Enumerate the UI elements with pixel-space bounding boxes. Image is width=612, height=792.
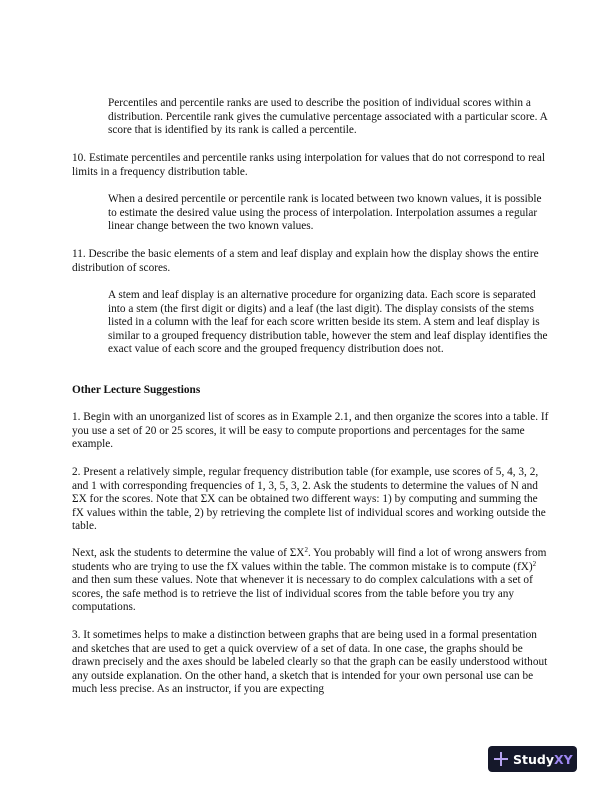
paragraph-percentiles-summary: Percentiles and percentile ranks are used to describe the position of individual scores within a distribution. Percentile rank gives the cumulative percentage associated with a particular score. A score that is identified by its rank is called a percentile. [108, 97, 548, 137]
paragraph-interpolation-summary: When a desired percentile or percentile rank is located between two known values, it is possible to estimate the desired value using the process of interpolation. Interpolation assumes a regular linear change between the two known values. [108, 193, 542, 233]
suggestion-1: 1. Begin with an unorganized list of scores as in Example 2.1, and then organize the scores into a table. If you use a set of 20 or 25 scores, it will be easy to compute proportions and percentages for the same example. [72, 411, 549, 451]
section-heading: Other Lecture Suggestions [72, 384, 201, 396]
suggestion-2-followup [72, 547, 550, 615]
objective-11: 11. Describe the basic elements of a stem and leaf display and explain how the display shows the entire distribution of scores. [72, 248, 539, 274]
plus-icon [494, 752, 508, 766]
superscript: 2 [532, 559, 537, 568]
brand-accent: XY [553, 751, 573, 767]
superscript: 2 [304, 546, 308, 554]
studyxy-watermark [488, 746, 577, 772]
objective-10: 10. Estimate percentiles and percentile ranks using interpolation for values that do not correspond to real limits in a frequency distribution table. [72, 152, 546, 178]
suggestion-2: 2. Present a relatively simple, regular frequency distribution table (for example, use scores of 5, 4, 3, 2, and 1 with corresponding frequencies of 1, 3, 5, 3, 2. Ask the students to determine the values of N and ΣX for the scores. Note that ΣX can be obtained two different ways: 1) by computing and summing the fX values within the table, 2) by retrieving the complete list of individual scores and working outside the table. [72, 466, 546, 533]
text-run: . You probably will find a lot of wrong answers from students who are trying to use the fX values within the table. The common mistake is to compute (fX) [72, 547, 547, 573]
text-run: and then sum these values. Note that whenever it is necessary to do complex calculations with a set of scores, the safe method is to retrieve the list of individual scores from the table before you try any computations. [72, 574, 533, 614]
brand-main: Study [513, 751, 554, 767]
paragraph-stem-leaf-summary: A stem and leaf display is an alternative procedure for organizing data. Each score is separated into a stem (the first digit or digits) and a leaf (the last digit). The display consists of the stems listed in a column with the leaf for each score written beside its stem. A stem and leaf display is similar to a grouped frequency distribution table, however the stem and leaf display identifies the exact value of each score and the grouped frequency distribution does not. [108, 289, 548, 356]
text-run: Next, ask the students to determine the value of ΣX [72, 547, 305, 559]
suggestion-3: 3. It sometimes helps to make a distinction between graphs that are being used in a formal presentation and sketches that are used to get a quick overview of a set of data. In one case, the graphs should be drawn precisely and the axes should be labeled clearly so that the graph can be easily understood without any outside explanation. On the other hand, a sketch that is intended for your own personal use can be much less precise. As an instructor, if you are expecting [72, 629, 548, 696]
